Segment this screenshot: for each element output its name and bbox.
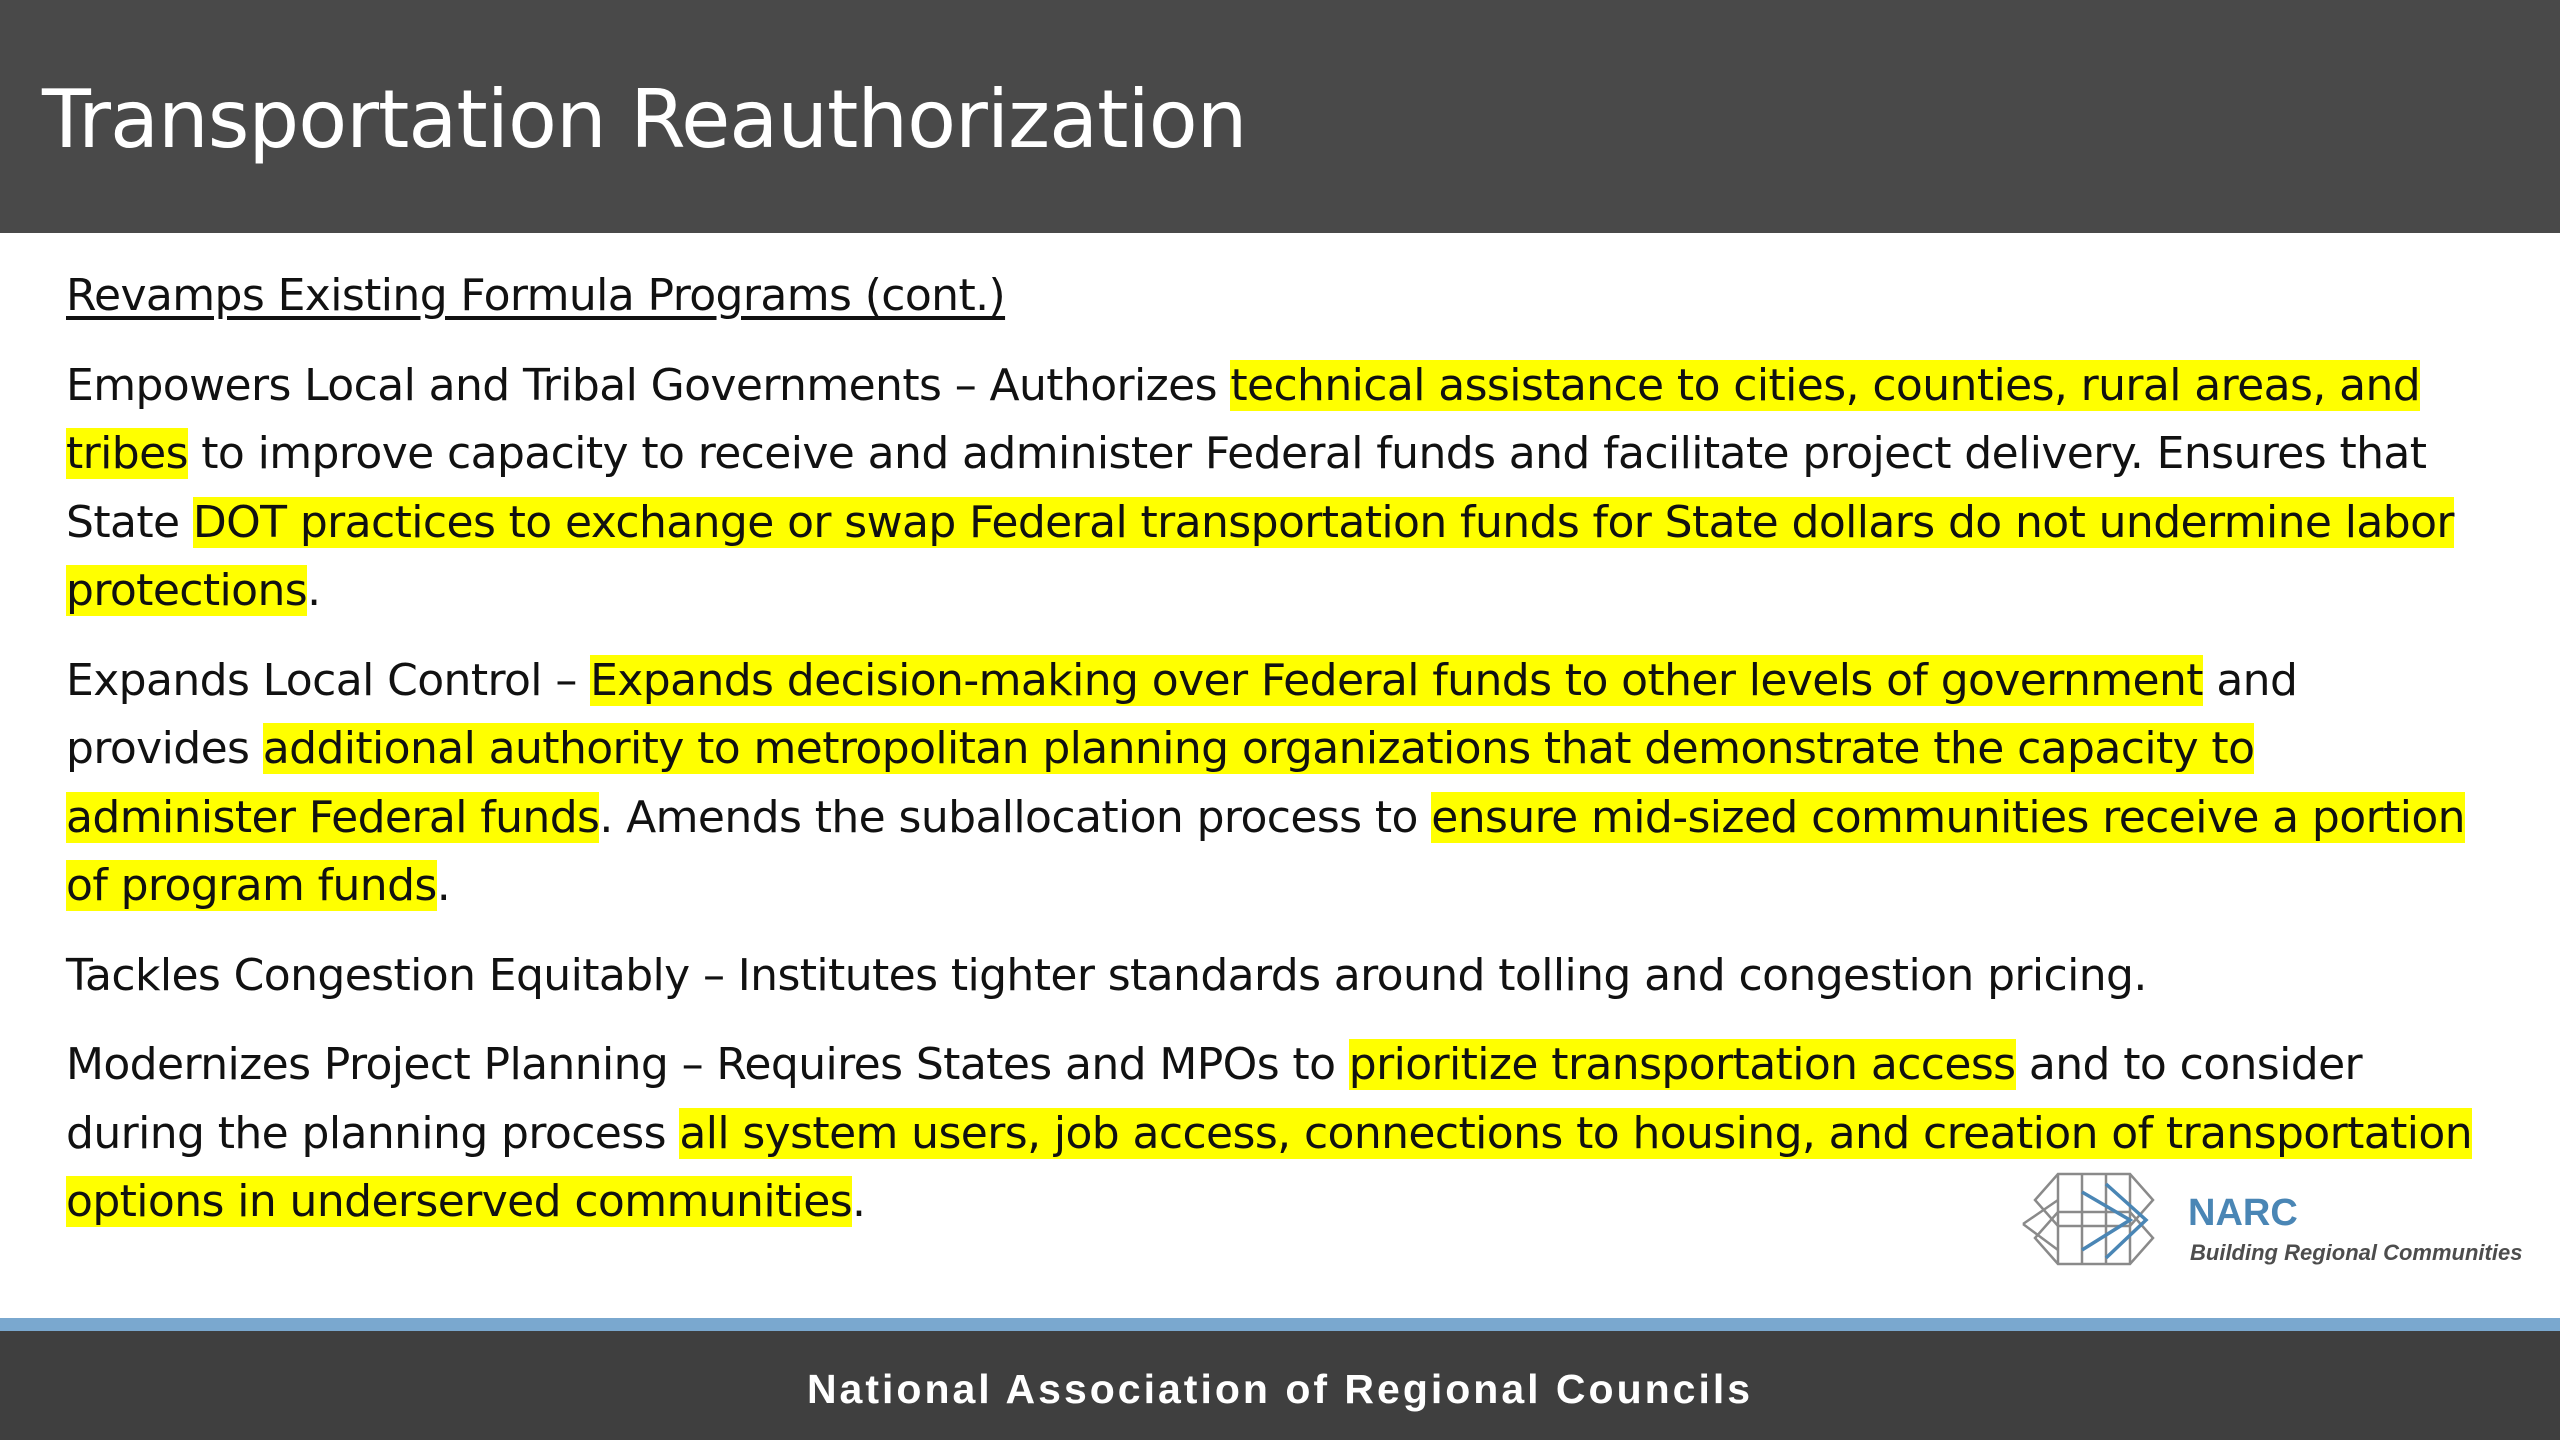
footer-accent-stripe <box>0 1318 2560 1331</box>
highlighted-text: additional authority to metropolitan planning organizations that demonstrate the capacity to administer Federal funds <box>66 723 2255 843</box>
text-segment: and to consider during the planning process <box>66 1039 2363 1159</box>
slide-body <box>66 262 2486 1258</box>
logo-tagline: Building Regional Communities <box>2190 1240 2523 1265</box>
paragraph-congestion <box>66 942 2486 1011</box>
text-segment: and provides <box>66 654 2298 774</box>
slide-footer <box>0 1331 2560 1440</box>
logo-wordmark: NARC <box>2188 1192 2298 1234</box>
highlighted-text: ensure mid-sized communities receive a portion of program funds <box>66 791 2465 911</box>
section-subheading: Revamps Existing Formula Programs (cont.) <box>66 270 1006 321</box>
text-segment: Modernizes Project Planning – Requires States and MPOs to <box>66 1039 1349 1090</box>
narc-lattice-logo-icon <box>2018 1162 2168 1277</box>
paragraph-local-tribal <box>66 352 2486 626</box>
text-segment: . <box>436 860 451 911</box>
text-segment: to improve capacity to receive and administer Federal funds and facilitate project delivery. Ensures that State <box>66 428 2427 548</box>
highlighted-text: Expands decision-making over Federal funds to other levels of government <box>590 654 2203 706</box>
highlighted-text: technical assistance to cities, counties, rural areas, and tribes <box>66 359 2421 479</box>
highlighted-text: prioritize transportation access <box>1348 1039 2016 1090</box>
slide-title: Transportation Reauthorization <box>42 73 1247 166</box>
text-segment: . <box>852 1176 866 1227</box>
narc-logo <box>2018 1162 2523 1277</box>
text-segment: . Amends the suballocation process to <box>599 791 1432 843</box>
text-segment: Expands Local Control – <box>66 654 591 706</box>
text-segment: Tackles Congestion Equitably – Institutes tighter standards around tolling and congestion pricing. <box>66 949 2147 1001</box>
footer-organization-name: National Association of Regional Councils <box>806 1366 1754 1412</box>
highlighted-text: DOT practices to exchange or swap Federal transportation funds for State dollars do not undermine labor protections <box>66 496 2454 616</box>
highlighted-text: all system users, job access, connections to housing, and creation of transportation options in underserved communities <box>66 1107 2473 1227</box>
text-segment: Empowers Local and Tribal Governments – Authorizes <box>66 359 1231 411</box>
slide-header <box>0 0 2560 233</box>
paragraph-local-control <box>66 647 2486 921</box>
text-segment: . <box>307 565 321 616</box>
